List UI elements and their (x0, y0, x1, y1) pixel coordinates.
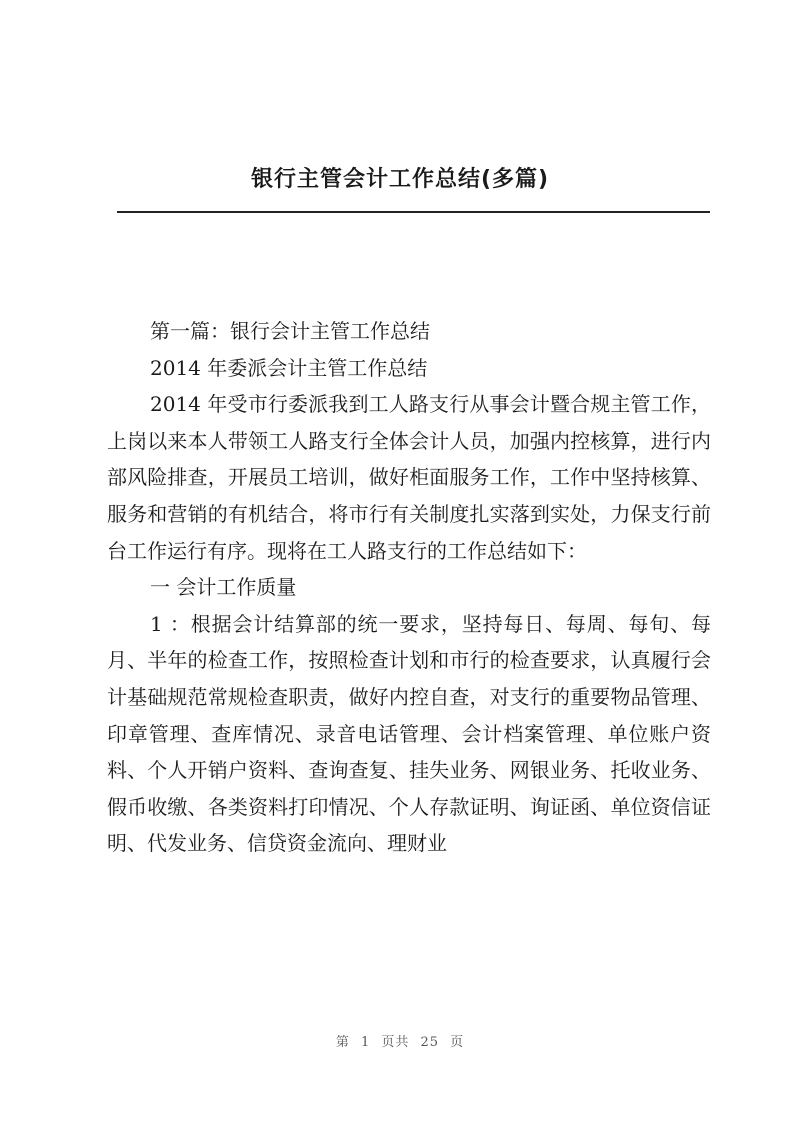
title-underline (117, 211, 710, 213)
section-heading: 一 会计工作质量 (150, 575, 297, 600)
document-body (107, 313, 711, 862)
section-heading: 第一篇：银行会计主管工作总结 (150, 319, 430, 343)
intro-paragraph: 2014 年受市行委派我到工人路支行从事会计暨合规主管工作，上岗以来本人带领工人路支行全体会计人员，加强内控核算，进行内部风险排查，开展员工培训，做好柜面服务工作，工作中坚持核算、服务和营销的有机结合，将市行有关制度扎实落到实处，力保支行前台工作运行有序。现将在工人路支行的工作总结如下： (107, 392, 711, 563)
page-footer: 第 1 页共 25 页 (335, 1035, 465, 1050)
body-paragraph: 1 ：根据会计结算部的统一要求，坚持每日、每周、每旬、每月、半年的检查工作，按照检查计划和市行的检查要求，认真履行会计基础规范常规检查职责，做好内控自查，对支行的重要物品管理、印章管理、查库情况、录音电话管理、会计档案管理、单位账户资料、个人开销户资料、查询查复、挂失业务、网银业务、托收业务、假币收缴、各类资料打印情况、个人存款证明、询证函、单位资信证明、代发业务、信贷资金流向、理财业 (107, 611, 711, 856)
subtitle: 2014 年委派会计主管工作总结 (150, 355, 428, 380)
document-title: 银行主管会计工作总结(多篇) (250, 167, 550, 192)
